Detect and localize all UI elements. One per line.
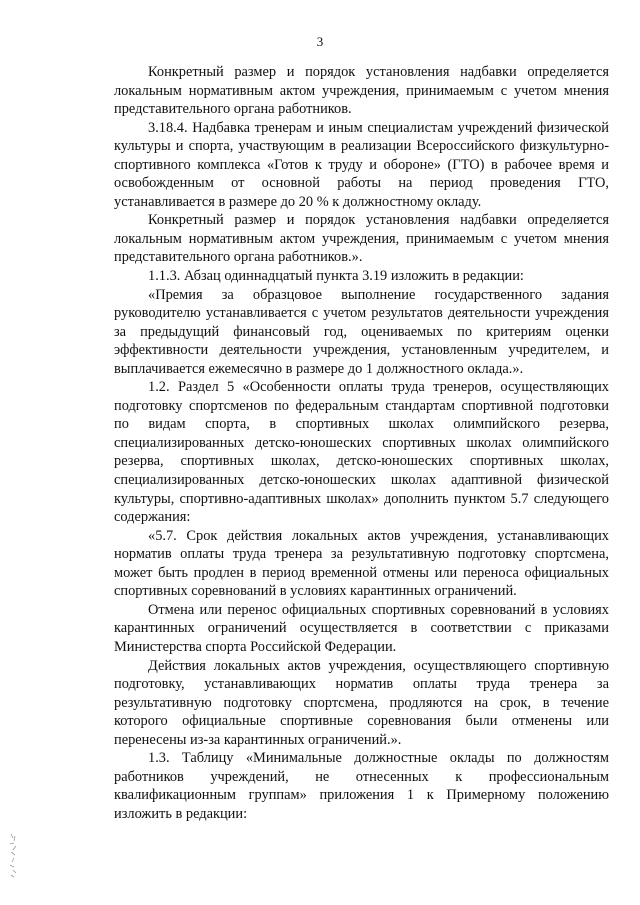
scan-mark <box>8 832 22 878</box>
document-body <box>114 63 609 823</box>
paragraph: 1.2. Раздел 5 «Особенности оплаты труда тренеров, осуществляющих подготовку спортсменов по федеральным стандартам спортивной подготовки по видам спорта, в спортивных школах олимпийского резерва, специализированных детско-юношеских спортивных школах олимпийского резерва, спортивных школах, детско-юношеских спортивных школах, специализированных детско-юношеских школах адаптивной физической культуры, спортивно-адаптивных школах» дополнить пунктом 5.7 следующего содержания: <box>114 379 609 526</box>
paragraph: Отмена или перенос официальных спортивных соревнований в условиях карантинных ограничений осуществляется в соответствии с приказами Министерства спорта Российской Федерации. <box>114 601 609 655</box>
paragraph: 3.18.4. Надбавка тренерам и иным специалистам учреждений физической культуры и спорта, участвующим в реализации Всероссийского физкультурно-спортивного комплекса «Готов к труду и обороне» (ГТО) в рабочее время и освобожденным от основной работы на период проведения ГТО, устанавливается в размере до 20 % к должностному окладу. <box>114 119 609 210</box>
paragraph: Конкретный размер и порядок установления надбавки определяется локальным нормативным актом учреждения, принимаемым с учетом мнения представительного органа работников. <box>114 64 609 118</box>
paragraph: 1.1.3. Абзац одиннадцатый пункта 3.19 изложить в редакции: <box>148 268 524 285</box>
paragraph: Действия локальных актов учреждения, осуществляющего спортивную подготовку, устанавливающих норматив оплаты труда тренера за результативную подготовку спортсмена, продляются на срок, в течение которого официальные спортивные соревнования были отменены или перенесены из-за карантинных ограничений.». <box>114 657 609 748</box>
paragraph: 1.3. Таблицу «Минимальные должностные оклады по должностям работников учреждений, не отнесенных к профессиональным квалификационным группам» приложения 1 к Примерному положению изложить в редакции: <box>114 750 609 822</box>
paragraph: «5.7. Срок действия локальных актов учреждения, устанавливающих норматив оплаты труда тренера за результативную подготовку спортсмена, может быть продлен в период временной отмены или переноса официальных спортивных соревнований в условиях карантинных ограничений. <box>114 527 609 600</box>
paragraph: Конкретный размер и порядок установления надбавки определяется локальным нормативным актом учреждения, принимаемым с учетом мнения представительного органа работников.». <box>114 212 609 266</box>
page-number: 3 <box>316 34 324 49</box>
paragraph: «Премия за образцовое выполнение государственного задания руководителю устанавливается с учетом результатов деятельности учреждения за предыдущий финансовый год, оцениваемых по критериям оценки эффективности деятельности учреждения, установленным учредителем, и выплачивается ежемесячно в размере до 1 должностного оклада.». <box>114 286 609 377</box>
